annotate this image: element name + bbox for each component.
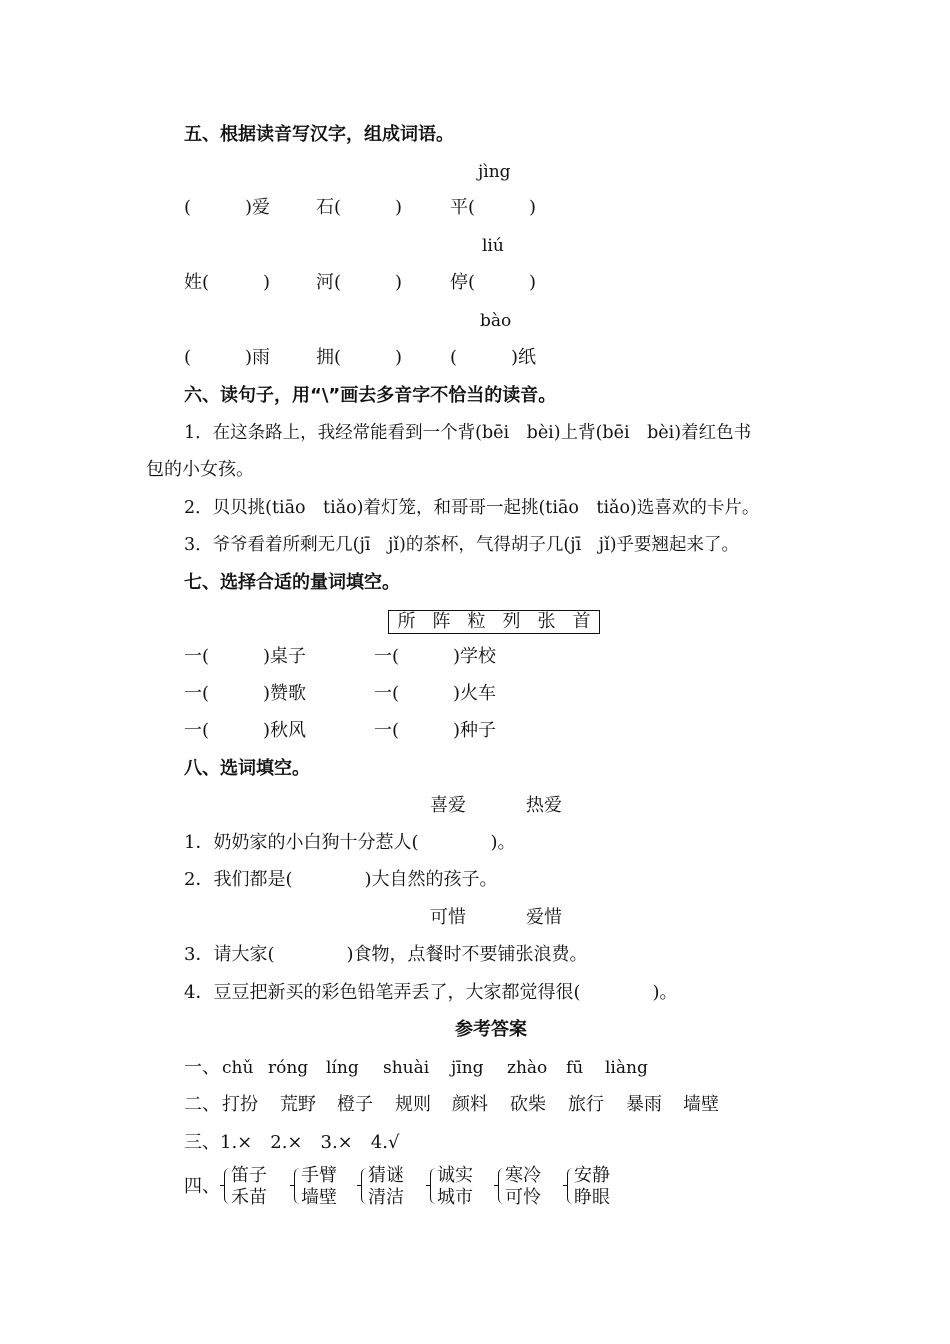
brace — [430, 1168, 437, 1204]
answer-1-pinyin: chǔ — [222, 1058, 254, 1078]
s6-question-2: 2．贝贝挑(tiāo tiǎo)着灯笼，和哥哥一起挑(tiāo tiǎo)选喜欢的卡片。 — [184, 498, 760, 518]
brace — [498, 1168, 505, 1204]
measure-word: 张 — [537, 611, 556, 632]
blank-item: ( )雨 — [184, 347, 271, 368]
brace — [294, 1168, 301, 1204]
s8-question-1: 1．奶奶家的小白狗十分惹人( )。 — [184, 832, 516, 853]
blank-item: 一( )种子 — [374, 720, 497, 741]
answer-4-pair: 笛子 禾苗 — [231, 1165, 267, 1208]
blank-item: ( )纸 — [450, 347, 537, 368]
answer-1-pinyin: liàng — [605, 1058, 648, 1078]
measure-word: 首 — [572, 611, 591, 632]
blank-item: ( )爱 — [184, 197, 271, 218]
s8-question-3: 3．请大家( )食物，点餐时不要铺张浪费。 — [184, 944, 588, 965]
answer-2-word: 规则 — [395, 1094, 431, 1115]
answer-1-pinyin: róng — [268, 1058, 309, 1078]
answer-4-pair: 诚实 城市 — [437, 1165, 473, 1208]
blank-item: 一( )秋风 — [184, 720, 307, 741]
answer-1-pinyin: shuài — [383, 1058, 430, 1078]
pinyin-jing: jìng — [478, 162, 511, 182]
blank-item: 石( ) — [316, 197, 403, 218]
measure-word: 粒 — [467, 611, 486, 632]
word-choice: 热爱 — [526, 795, 562, 816]
s6-question-3: 3．爷爷看着所剩无几(jī jǐ)的茶杯，气得胡子几(jī jǐ)乎要翘起来了。 — [184, 535, 740, 555]
blank-item: 停( ) — [450, 272, 537, 293]
word-choice: 喜爱 — [430, 795, 466, 816]
measure-word: 阵 — [432, 611, 451, 632]
answer-4-label: 四、 — [184, 1176, 220, 1197]
blank-item: 河( ) — [316, 272, 403, 293]
blank-item: 一( )学校 — [374, 646, 497, 667]
blank-item: 姓( ) — [184, 272, 271, 293]
word-choice: 可惜 — [430, 907, 466, 928]
s8-question-4: 4．豆豆把新买的彩色铅笔弄丢了，大家都觉得很( )。 — [184, 982, 678, 1003]
answer-1-label: 一、 — [184, 1057, 220, 1078]
s6-question-1-line-2: 包的小女孩。 — [146, 459, 254, 480]
section-5-title: 五、根据读音写汉字，组成词语。 — [184, 124, 454, 145]
answer-4-pair: 猜谜 清洁 — [368, 1165, 404, 1208]
answer-2-word: 旅行 — [568, 1094, 604, 1115]
blank-item: 一( )桌子 — [184, 646, 307, 667]
brace — [567, 1168, 574, 1204]
brace — [361, 1168, 368, 1204]
s6-question-1-line-1: 1．在这条路上，我经常能看到一个背(bēi bèi)上背(bēi bèi)着红色书 — [184, 423, 752, 443]
section-7-title: 七、选择合适的量词填空。 — [184, 572, 400, 593]
blank-item: 一( )赞歌 — [184, 683, 307, 704]
answer-2-word: 砍柴 — [510, 1094, 546, 1115]
measure-word-box — [388, 610, 600, 634]
answer-1-pinyin: líng — [326, 1058, 359, 1078]
answers-title: 参考答案 — [455, 1019, 527, 1040]
answer-2-word: 橙子 — [337, 1094, 373, 1115]
s8-question-2: 2．我们都是( )大自然的孩子。 — [184, 869, 498, 890]
answer-4-pair: 安静 睁眼 — [574, 1165, 610, 1208]
measure-word: 列 — [502, 611, 521, 632]
blank-item: 一( )火车 — [374, 683, 497, 704]
brace — [224, 1168, 231, 1204]
answer-1-pinyin: zhào — [507, 1058, 548, 1078]
blank-item: 拥( ) — [316, 347, 403, 368]
measure-word: 所 — [397, 611, 416, 632]
answer-1-pinyin: jīng — [451, 1058, 484, 1078]
section-8-title: 八、选词填空。 — [184, 758, 310, 779]
answer-2-word: 颜料 — [452, 1094, 488, 1115]
answer-2-word: 荒野 — [280, 1094, 316, 1115]
pinyin-liu: liú — [482, 236, 504, 256]
blank-item: 平( ) — [450, 197, 537, 218]
answer-2-word: 打扮 — [222, 1094, 258, 1115]
answer-4-pair: 寒冷 可怜 — [505, 1165, 541, 1208]
answer-4-pair: 手臂 墙壁 — [301, 1165, 337, 1208]
pinyin-bao: bào — [480, 311, 512, 331]
answer-1-pinyin: fū — [566, 1058, 584, 1078]
section-6-title: 六、读句子，用“\”画去多音字不恰当的读音。 — [184, 385, 557, 406]
answer-3: 三、1.× 2.× 3.× 4.√ — [184, 1132, 400, 1153]
word-choice: 爱惜 — [526, 907, 562, 928]
answer-2-word: 暴雨 — [626, 1094, 662, 1115]
answer-2-word: 墙壁 — [683, 1094, 719, 1115]
answer-2-label: 二、 — [184, 1094, 220, 1115]
